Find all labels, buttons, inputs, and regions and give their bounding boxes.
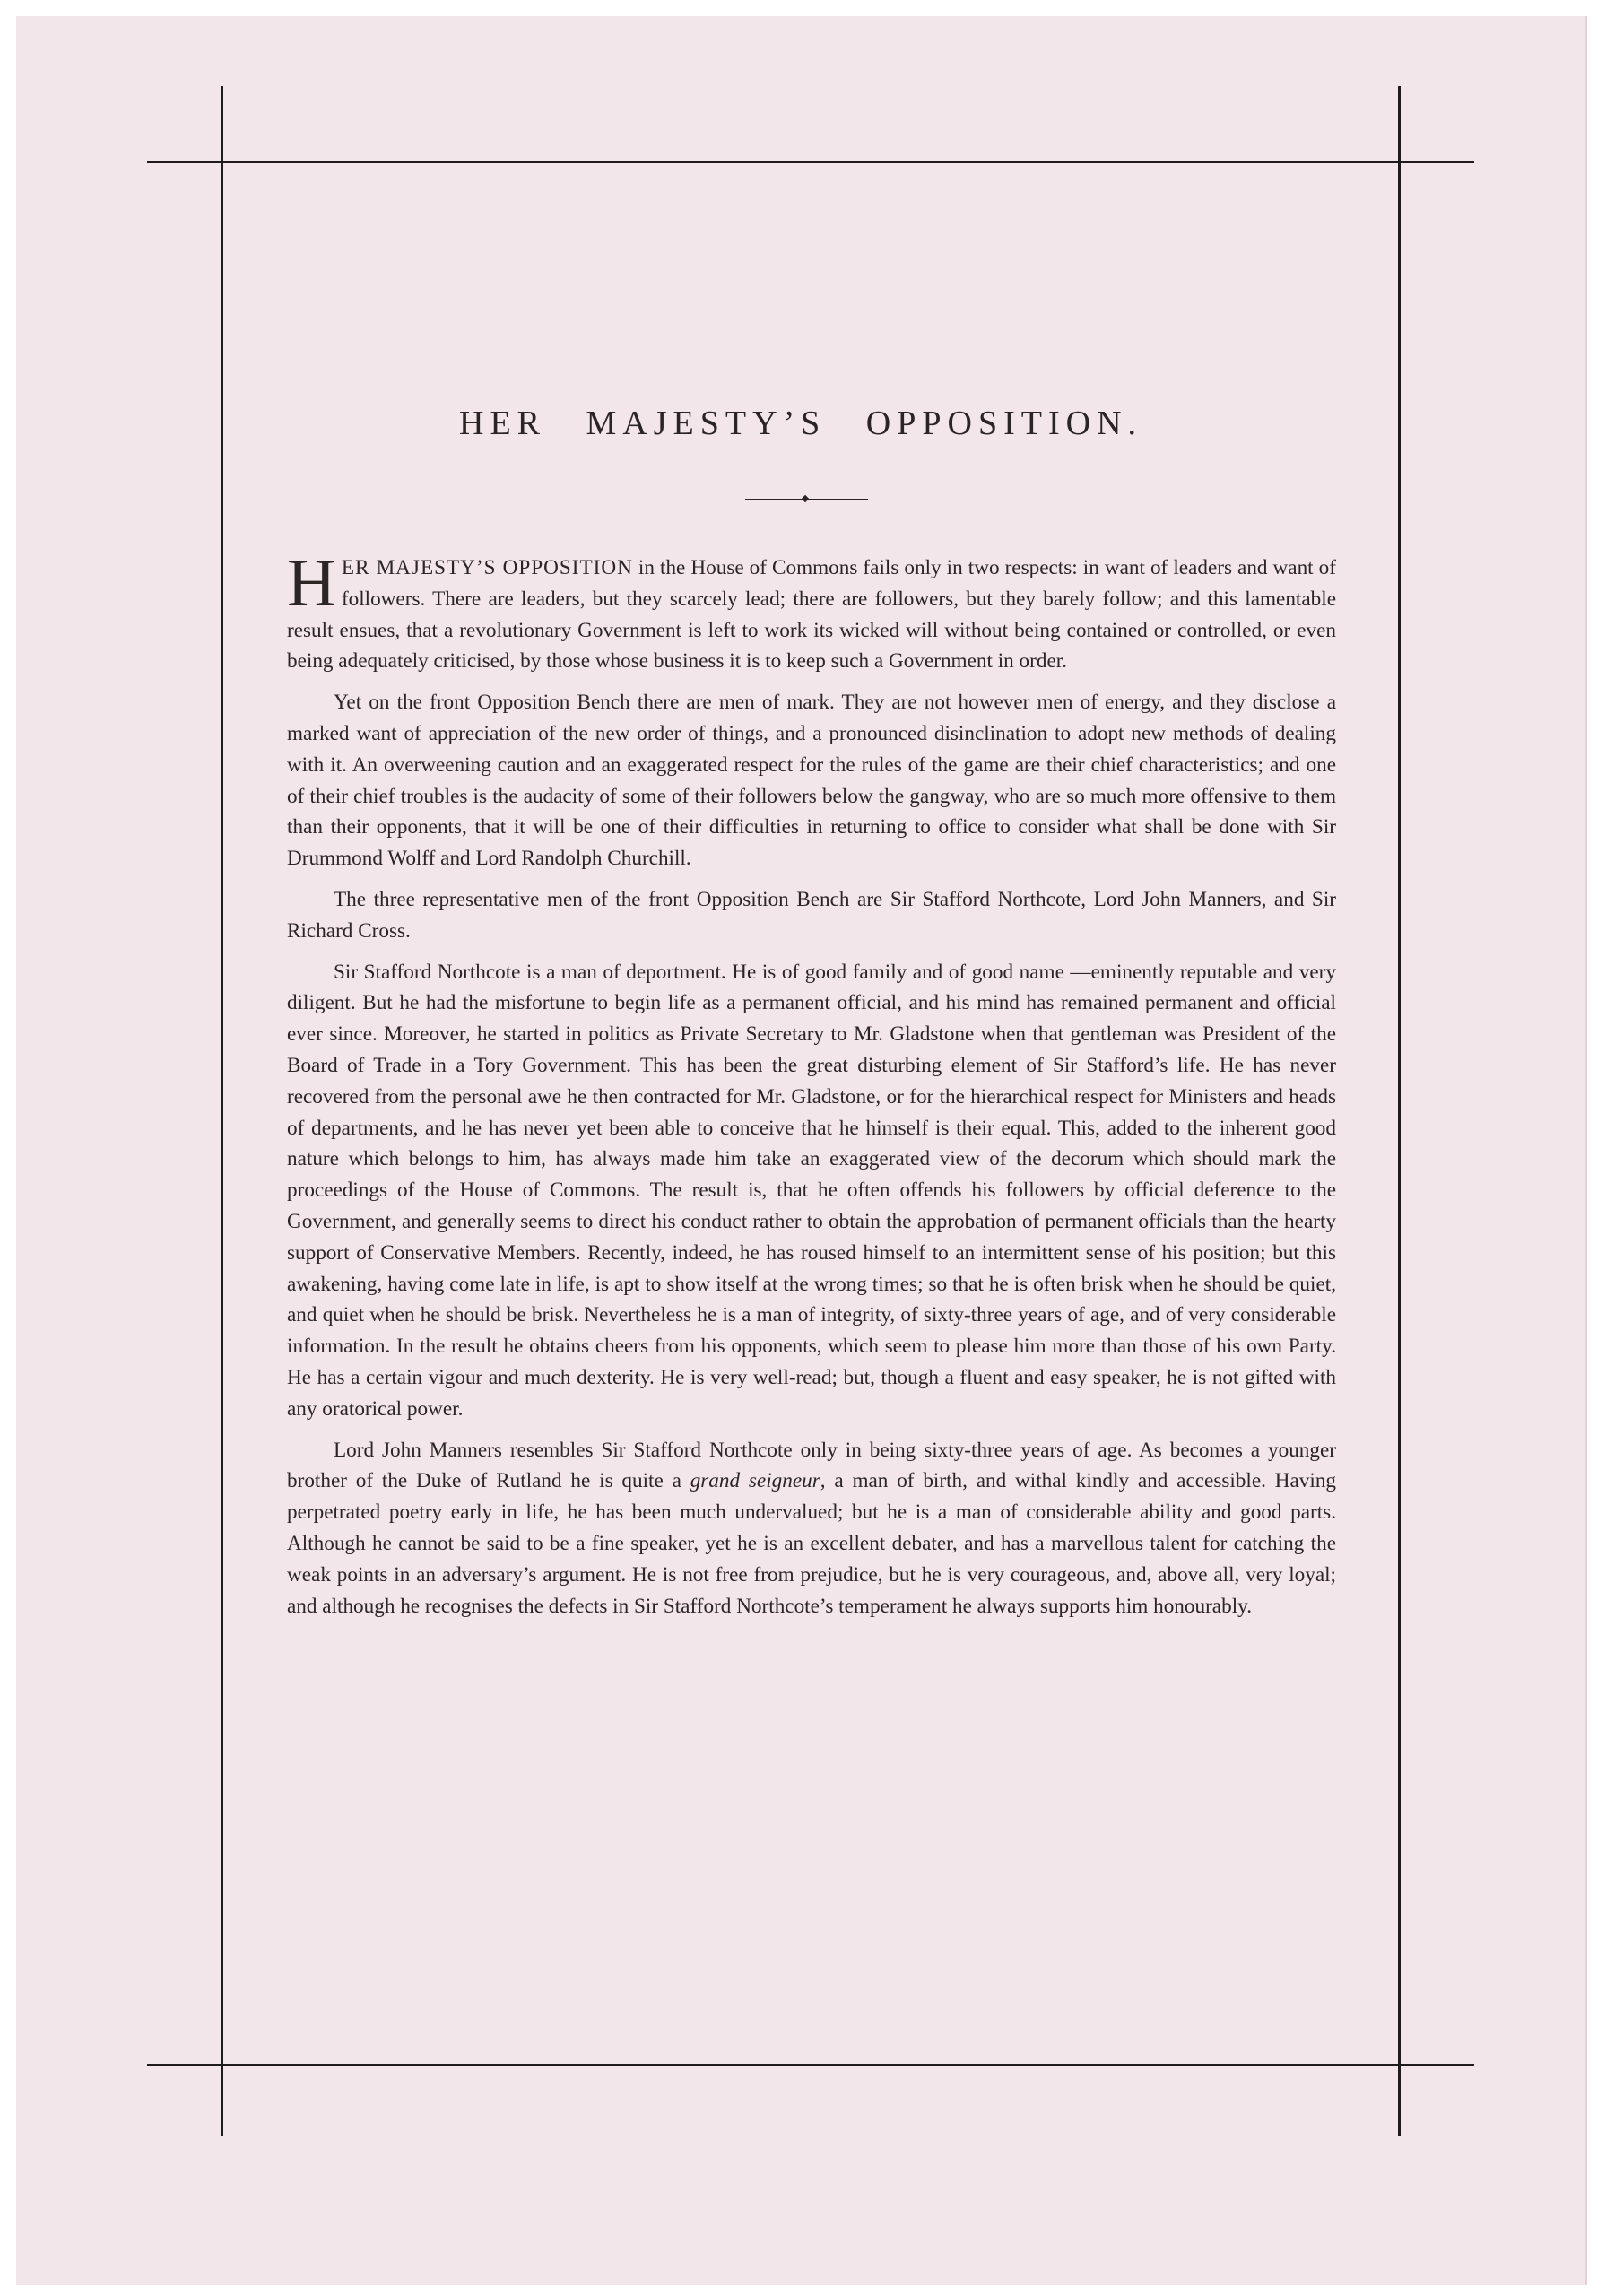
paragraph-4: Sir Stafford Northcote is a man of deportment. He is of good family and of good name —eminently reputable and very diligent. But he had the misfortune to begin life as a permanent official, and his mind has remained permanent and official ever since. Moreover, he started in politics as Private Secretary to Mr. Gladstone when that gentleman was President of the Board of Trade in a Tory Government. This has been the great disturbing element of Sir Stafford’s life. He has never recovered from the personal awe he then contracted for Mr. Gladstone, or for the hierarchical respect for Ministers and heads of departments, and he has never yet been able to conceive that he himself is their equal. This, added to the inherent good nature which belongs to him, has always made him take an exaggerated view of the decorum which should mark the proceedings of the House of Commons. The result is, that he often offends his followers by official deference to the Government, and generally seems to direct his conduct rather to obtain the approbation of permanent officials than the hearty support of Conservative Members. Recently, indeed, he has roused himself to an intermittent sense of his position; but this awakening, having come late in life, is apt to show itself at the wrong times; so that he is often brisk when he should be quiet, and quiet when he should be brisk. Nevertheless he is a man of integrity, of sixty-three years of age, and of very considerable information. In the result he obtains cheers from his opponents, which seem to please him more than those of his own Party. He has a certain vigour and much dexterity. He is very well-read; but, though a fluent and easy speaker, he is not gifted with any oratorical power.	[287, 960, 1336, 1421]
border-rule-top	[147, 161, 1474, 163]
paragraph-5	[287, 1435, 1336, 1622]
title-ornament-divider	[745, 496, 868, 503]
page-title: HER MAJESTY’S OPPOSITION.	[459, 404, 1142, 442]
paragraph-1	[287, 545, 1336, 677]
italic-phrase: grand seigneur	[690, 1469, 820, 1493]
paragraph-2: Yet on the front Opposition Bench there are men of mark. They are not however men of energy, and they disclose a marked want of appreciation of the new order of things, and a pronounced disinclination to adopt new methods of dealing with it. An overweening caution and an exaggerated respect for the rules of the game are their chief characteristics; and one of their chief troubles is the audacity of some of their followers below the gangway, who are so much more offensive to them than their opponents, that it will be one of their difficulties in returning to office to consider what shall be done with Sir Drummond Wolff and Lord Randolph Churchill.	[287, 691, 1336, 871]
article-body	[287, 545, 1337, 1631]
border-rule-right	[1398, 86, 1401, 2136]
border-rule-left	[221, 86, 223, 2136]
drop-cap: H	[287, 545, 336, 621]
paragraph-text-before: Lord John Manners resembles Sir Stafford Northcote only in being sixty-three years of age. As becomes a younger brother of the Duke of Rutland he is quite a	[287, 1438, 1336, 1493]
paragraph-3: The three representative men of the front Opposition Bench are Sir Stafford Northcote, Lord John Manners, and Sir Richard Cross.	[287, 887, 1336, 943]
paragraph-text-after: , a man of birth, and withal kindly and accessible. Having perpetrated poetry early in life, he has been much undervalued; but he is a man of considerable ability and good parts. Although he cannot be said to be a fine speaker, yet he is an excellent debater, and has a marvellous talent for catching the weak points in an adversary’s argument. He is not free from prejudice, but he is very courageous, and, above all, very loyal; and although he recognises the defects in Sir Stafford Northcote’s temperament he always supports him honourably.	[287, 1469, 1337, 1618]
page-sheet	[16, 16, 1585, 2285]
border-rule-bottom	[147, 2064, 1474, 2066]
paragraph-lead: ER MAJESTY’S OPPOSITION	[341, 556, 633, 579]
paragraph-text: in the House of Commons fails only in two respects: in want of leaders and want of followers. There are leaders, but they scarcely lead; there are followers, but they barely follow; and this lamentable result ensues, that a revolutionary Government is left to work its wicked will without being contained or controlled, or even being adequately criticised, by those whose business it is to keep such a Government in order.	[287, 556, 1336, 674]
diamond-icon	[802, 495, 809, 502]
